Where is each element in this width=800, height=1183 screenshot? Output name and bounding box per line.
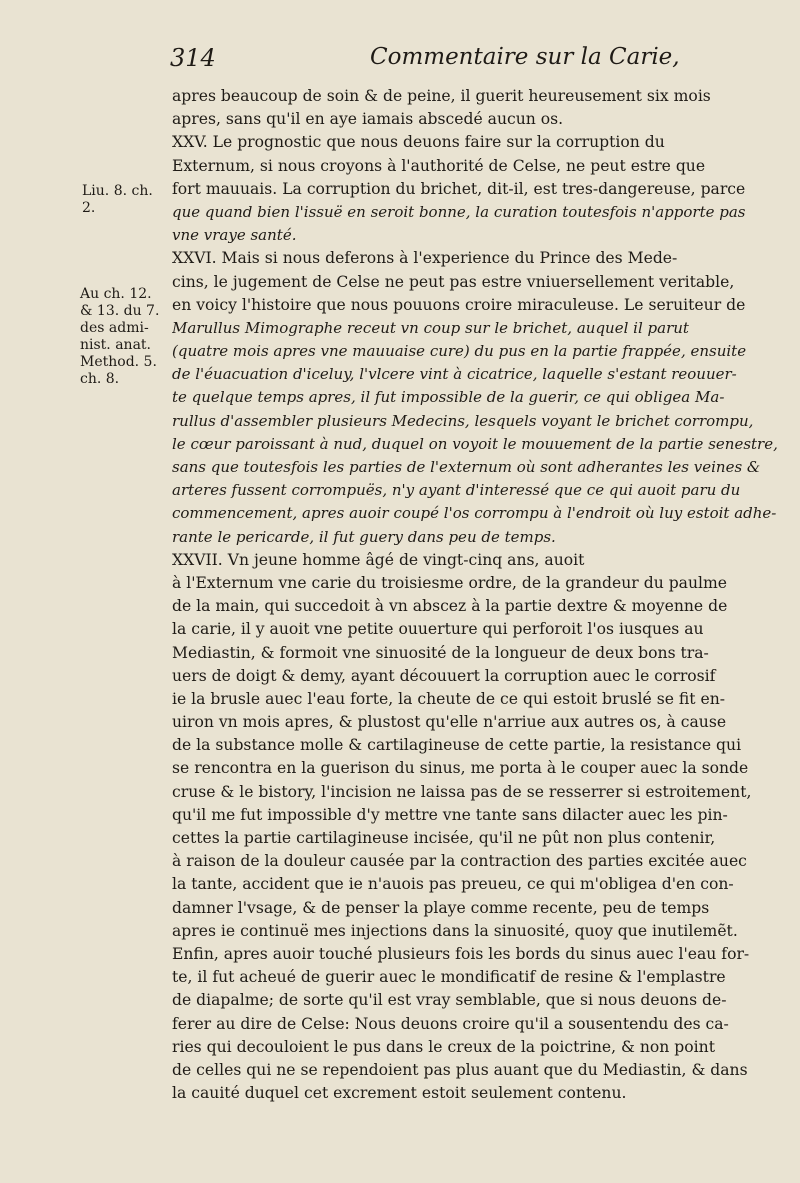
text-line: XXV. Le prognostic que nous deuons faire sur la corruption du bbox=[172, 133, 665, 152]
text-line: te, il fut acheué de guerir auec le mondificatif de resine & l'emplastre bbox=[172, 968, 726, 987]
body-text bbox=[172, 85, 794, 1105]
text-line: ries qui decouloient le pus dans le creux de la poictrine, & non point bbox=[172, 1037, 715, 1056]
text-line: qu'il me fut impossible d'y mettre vne tante sans dilacter auec les pin- bbox=[172, 805, 728, 824]
text-line: de celles qui ne se rependoient pas plus auant que du Mediastin, & dans bbox=[172, 1060, 748, 1079]
text-line: apres beaucoup de soin & de peine, il guerit heureusement six mois bbox=[172, 87, 711, 105]
page-header bbox=[170, 40, 760, 80]
text-line: de la substance molle & cartilagineuse de cette partie, la resistance qui bbox=[172, 736, 742, 755]
text-line: commencement, apres auoir coupé l'os corrompu à l'endroit où luy estoit adhe- bbox=[172, 504, 777, 523]
text-line: apres ie continuë mes injections dans la sinuosité, quoy que inutilemẽt. bbox=[172, 921, 738, 940]
text-line: fort mauuais. La corruption du brichet, dit-il, est tres-dangereuse, parce bbox=[172, 179, 746, 198]
text-line: la tante, accident que ie n'auois pas preueu, ce qui m'obligea d'en con- bbox=[172, 875, 734, 894]
text-line: cettes la partie cartilagineuse incisée, qu'il ne pût non plus contenir, bbox=[172, 829, 716, 847]
text-line: se rencontra en la guerison du sinus, me porta à le couper auec la sonde bbox=[172, 759, 749, 778]
text-line: ie la brusle auec l'eau forte, la cheute de ce qui estoit bruslé se fit en- bbox=[172, 689, 726, 708]
text-line: que quand bien l'issuë en seroit bonne, la curation toutesfois n'apporte pas bbox=[172, 202, 746, 221]
text-line: ferer au dire de Celse: Nous deuons croire qu'il a sousentendu des ca- bbox=[172, 1014, 729, 1033]
text-line: Mediastin, & formoit vne sinuosité de la longueur de deux bons tra- bbox=[172, 643, 709, 662]
text-line: de l'éuacuation d'iceluy, l'vlcere vint à cicatrice, laquelle s'estant reouuer- bbox=[172, 365, 737, 384]
text-line: XXVII. Vn jeune homme âgé de vingt-cinq ans, auoit bbox=[172, 550, 585, 569]
text-line: la carie, il y auoit vne petite ouuerture qui perforoit l'os iusques au bbox=[172, 620, 704, 639]
text-line: vne vraye santé. bbox=[172, 226, 297, 245]
text-line: à l'Externum vne carie du troisiesme ordre, de la grandeur du paulme bbox=[172, 573, 728, 592]
text-line: rante le pericarde, il fut guery dans peu de temps. bbox=[172, 527, 556, 546]
margin-note-citation: Liu. 8. ch. 2. bbox=[82, 183, 153, 216]
text-line: de la main, qui succedoit à vn abscez à la partie dextre & moyenne de bbox=[172, 597, 728, 616]
text-line: de diapalme; de sorte qu'il est vray semblable, que si nous deuons de- bbox=[172, 991, 727, 1010]
text-line: uiron vn mois apres, & plustost qu'elle n'arriue aux autres os, à cause bbox=[172, 713, 727, 732]
text-line: rullus d'assembler plusieurs Medecins, lesquels voyant le brichet corrompu, bbox=[172, 411, 754, 430]
text-line: le cœur paroissant à nud, duquel on voyoit le mouuement de la partie senestre, bbox=[172, 434, 778, 453]
page-number: 314 bbox=[170, 44, 216, 72]
text-line: la cauité duquel cet excrement estoit seulement contenu. bbox=[172, 1084, 627, 1103]
text-line: XXVI. Mais si nous deferons à l'experience du Prince des Mede- bbox=[172, 249, 678, 268]
text-line: (quatre mois apres vne mauuaise cure) du pus en la partie frappée, ensuite bbox=[172, 342, 747, 361]
text-line: en voicy l'histoire que nous pouuons croire miraculeuse. Le seruiteur de bbox=[172, 295, 746, 314]
text-line: Externum, si nous croyons à l'authorité de Celse, ne peut estre que bbox=[172, 156, 706, 175]
text-line: arteres fussent corrompuës, n'y ayant d'interessé que ce qui auoit paru du bbox=[172, 481, 741, 500]
text-line: Marullus Mimographe receut vn coup sur le brichet, auquel il parut bbox=[172, 318, 689, 337]
margin-note-citation: Au ch. 12. & 13. du 7. des admi- nist. anat. Method. 5. ch. 8. bbox=[80, 286, 160, 387]
text-line: sans que toutesfois les parties de l'externum où sont adherantes les veines & bbox=[172, 458, 761, 476]
text-line: à raison de la douleur causée par la contraction des parties excitée auec bbox=[172, 852, 747, 871]
text-line: te quelque temps apres, il fut impossible de la guerir, ce qui obligea Ma- bbox=[172, 388, 725, 407]
text-line: apres, sans qu'il en aye iamais abscedé aucun os. bbox=[172, 110, 564, 129]
text-line: uers de doigt & demy, ayant découuert la corruption auec le corrosif bbox=[172, 666, 716, 685]
text-line: cruse & le bistory, l'incision ne laissa pas de se resserrer si estroitement, bbox=[172, 782, 752, 801]
text-line: cins, le jugement de Celse ne peut pas estre vniuersellement veritable, bbox=[172, 272, 735, 291]
text-line: damner l'vsage, & de penser la playe comme recente, peu de temps bbox=[172, 898, 710, 917]
text-line: Enfin, apres auoir touché plusieurs fois les bords du sinus auec l'eau for- bbox=[172, 944, 750, 963]
running-title: Commentaire sur la Carie, bbox=[370, 44, 680, 70]
